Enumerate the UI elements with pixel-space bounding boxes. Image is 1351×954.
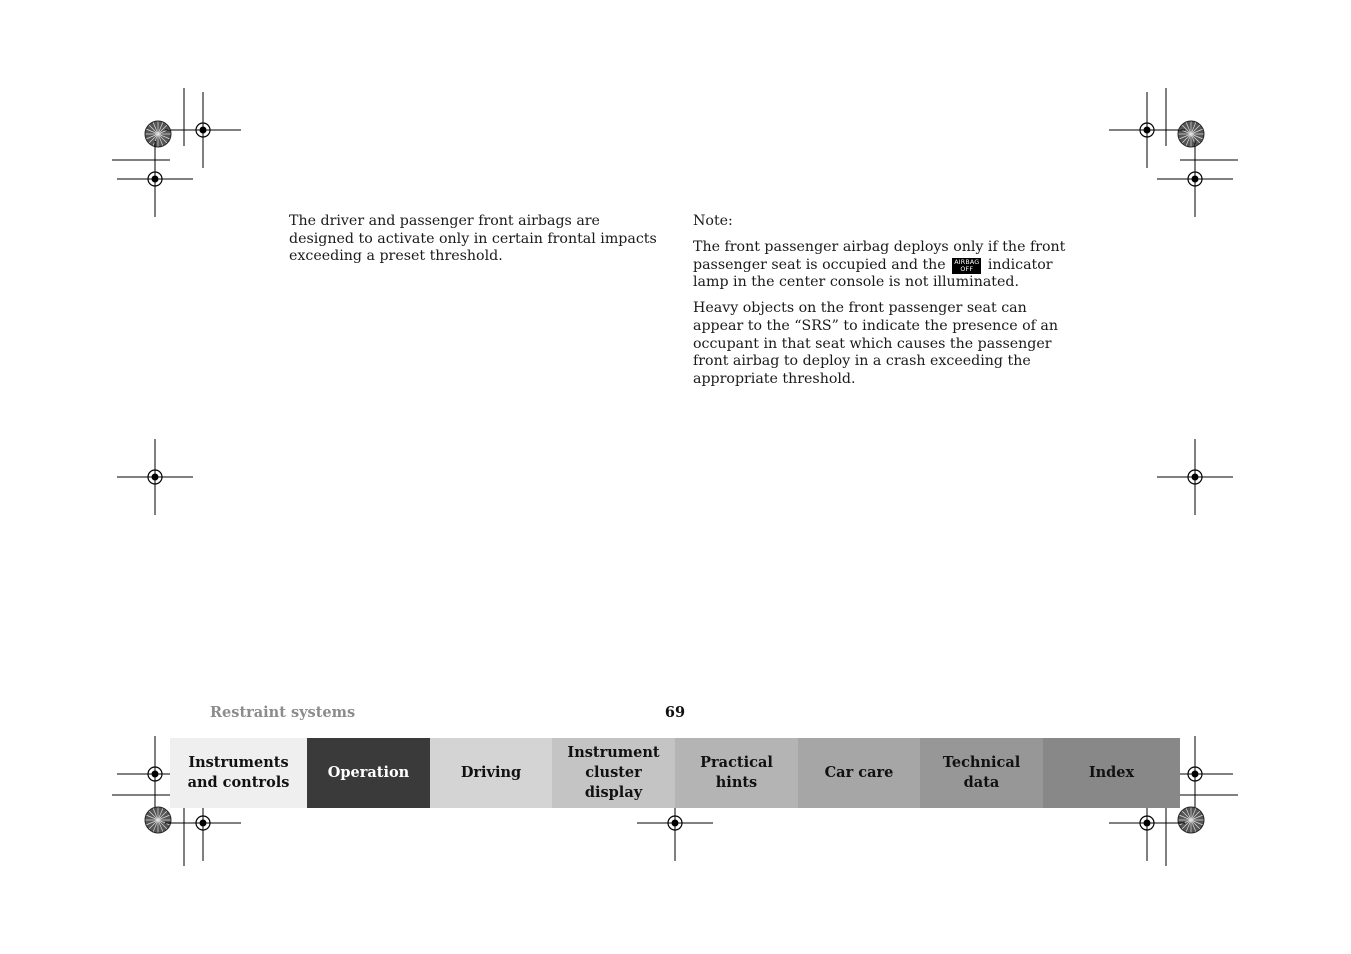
tab-index[interactable]: Index [1043,738,1180,808]
airbag-off-indicator-icon [952,258,981,274]
tab-driving[interactable]: Driving [430,738,552,808]
right-column [693,213,1068,397]
left-column [289,213,659,274]
tab-technical-data[interactable]: Technical data [920,738,1043,808]
airbag-activation-paragraph: The driver and passenger front airbags are designed to activate only in certain frontal impacts exceeding a preset threshold. [289,213,657,265]
section-title: Restraint systems [210,704,356,721]
tab-practical-hints[interactable]: Practical hints [675,738,798,808]
note-paragraph-2: Heavy objects on the front passenger seat can appear to the “SRS” to indicate the presence of an occupant in that seat which causes the passenger front airbag to deploy in a crash exceeding the appropriate threshold. [693,300,1059,387]
note-label: Note: [693,213,733,229]
airbag-icon-text-bottom: OFF [960,265,974,273]
note-paragraph-1 [693,239,1068,292]
tab-instrument-cluster-display[interactable]: Instrument cluster display [552,738,675,808]
chapter-tab-bar [170,738,1180,808]
note-p1-after-icon: indicator lamp in the center console is not illuminated. [693,256,1053,291]
tab-instruments-and-controls[interactable]: Instruments and controls [170,738,307,808]
note-p1-before-icon: The front passenger airbag deploys only if the front passenger seat is occupied and the [693,239,1066,273]
tab-operation[interactable]: Operation [307,738,430,808]
tab-car-care[interactable]: Car care [798,738,920,808]
page-number: 69 [664,704,686,721]
airbag-icon-text-top: AIRBAG [954,258,980,266]
